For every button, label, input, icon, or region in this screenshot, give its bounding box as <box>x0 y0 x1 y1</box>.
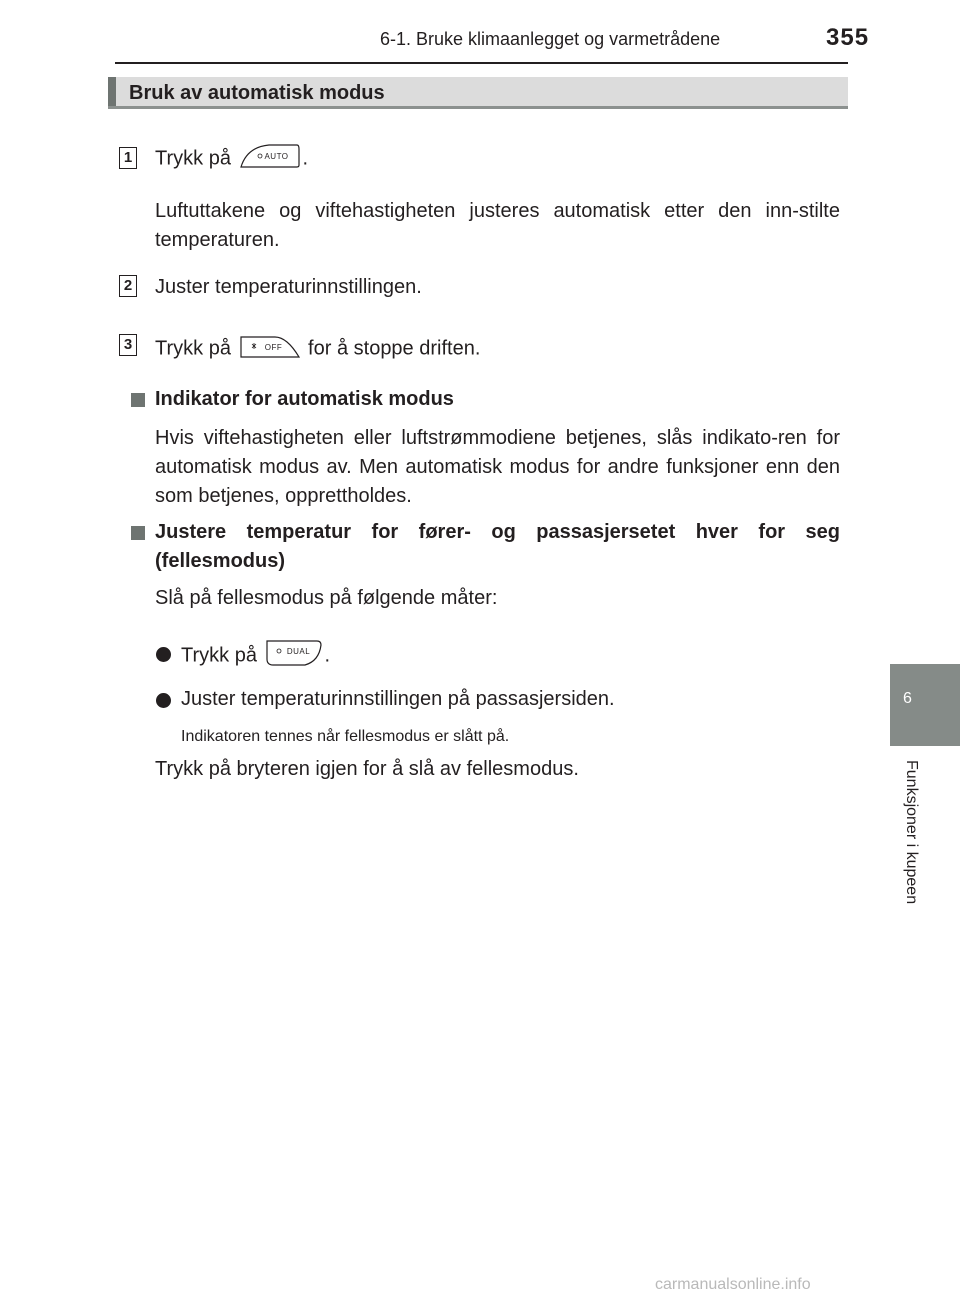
section-title-bar <box>108 77 848 109</box>
round-bullet-icon <box>156 647 171 662</box>
note-1-body: Hvis viftehastigheten eller luftstrømmodiene betjenes, slås indikato-ren for automatisk modus av. Men automatisk modus for andre funksjoner enn den som betjenes, opprettholdes. <box>155 427 840 507</box>
step-1-text-before: Trykk på <box>155 147 237 170</box>
note-2-body: Slå på fellesmodus på følgende måter: <box>155 587 498 609</box>
off-button-icon <box>239 333 301 359</box>
footer-watermark: carmanualsonline.info <box>655 1276 811 1293</box>
step-number-2: 2 <box>119 275 137 297</box>
off-button-label: OFF <box>264 343 283 352</box>
chapter-tab-label: Funksjoner i kupeen <box>903 760 920 905</box>
section-stripe <box>108 77 116 106</box>
step-3-text-after: for å stoppe driften. <box>302 337 481 360</box>
note-1-heading: Indikator for automatisk modus <box>155 388 454 410</box>
dual-button-label: DUAL <box>286 647 311 656</box>
step-3-text-before: Trykk på <box>155 337 237 360</box>
round-bullet-icon <box>156 693 171 708</box>
bullet-1-text-before: Trykk på <box>181 644 263 667</box>
note-2-heading: Justere temperatur for fører- og passasjersetet hver for seg (fellesmodus) <box>155 521 840 572</box>
chapter-title: 6-1. Bruke klimaanlegget og varmetrådene <box>380 29 721 49</box>
step-1-detail: Luftuttakene og viftehastigheten justeres automatisk etter den inn-stilte temperaturen. <box>155 200 840 251</box>
step-1-instruction <box>155 146 308 172</box>
step-number-1: 1 <box>119 147 137 169</box>
chapter-tab-number: 6 <box>903 690 912 707</box>
step-1-text-after: . <box>302 147 309 170</box>
square-bullet-icon <box>131 393 145 407</box>
header-rule <box>115 62 848 64</box>
dual-button-icon <box>265 639 323 667</box>
auto-button-label: AUTO <box>264 152 289 161</box>
step-3-instruction <box>155 336 480 362</box>
step-2-text: Juster temperaturinnstillingen. <box>155 276 422 298</box>
section-title: Bruk av automatisk modus <box>129 82 385 104</box>
auto-button-icon <box>239 143 301 169</box>
page-number: 355 <box>826 24 870 51</box>
step-number-3: 3 <box>119 334 137 356</box>
closing-text: Trykk på bryteren igjen for å slå av fellesmodus. <box>155 758 579 780</box>
bullet-1-text-after: . <box>324 644 331 667</box>
small-note: Indikatoren tennes når fellesmodus er slått på. <box>181 728 510 745</box>
square-bullet-icon <box>131 526 145 540</box>
bullet-1-text <box>181 642 330 670</box>
bullet-2-text: Juster temperaturinnstillingen på passasjersiden. <box>181 688 615 710</box>
